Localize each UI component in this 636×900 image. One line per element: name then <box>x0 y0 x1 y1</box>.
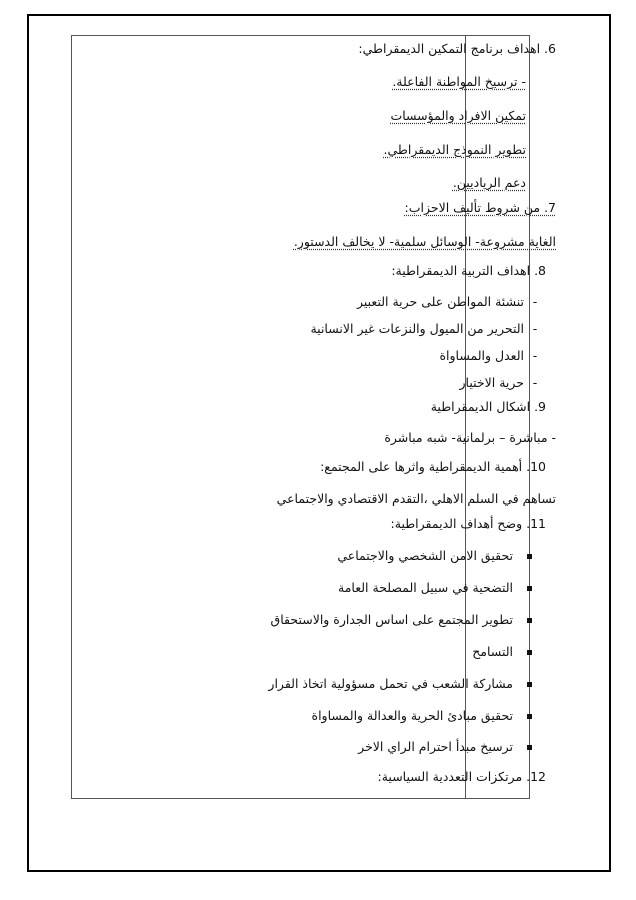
heading-7: 7. من شروط تأليف الاحزاب: <box>404 200 556 215</box>
h6-line-4: دعم الرياديين. <box>452 175 526 190</box>
heading-10: 10. أهمية الديمقراطية واثرها على المجتمع: <box>320 459 546 474</box>
h11-bullet-3: تطوير المجتمع على اساس الجدارة والاستحقاق <box>271 612 556 628</box>
h11-bullet-5: مشاركة الشعب في تحمل مسؤولية اتخاذ القرار <box>268 676 556 692</box>
h8-item-3: - العدل والمساواة <box>440 348 547 364</box>
h8-item-1: - تنشئة المواطن على حرية التعبير <box>357 294 546 310</box>
heading-12: 12. مرتكزات التعددية السياسية: <box>377 769 546 784</box>
heading-8: 8. اهداف التربية الديمقراطية: <box>391 263 546 278</box>
heading-9: 9. اشكال الديمقراطية <box>430 399 546 414</box>
h6-line-3: تطوير النموذج الديمقراطي. <box>383 142 526 157</box>
h8-item-4: - حرية الاختيار <box>460 375 547 391</box>
heading-6: 6. اهداف برنامج التمكين الديمقراطي: <box>358 41 556 56</box>
h11-bullet-2: التضحية في سبيل المصلحة العامة <box>338 580 556 596</box>
h11-bullet-7: ترسيخ مبدأ احترام الراي الاخر <box>358 739 556 755</box>
h8-item-2: - التحرير من الميول والنزعات غير الانسانية <box>310 321 546 337</box>
h6-line-1: - ترسيخ المواطنة الفاعلة. <box>392 74 526 89</box>
h11-bullet-4: التسامح <box>472 644 556 660</box>
h6-line-2: تمكين الافراد والمؤسسات <box>390 108 526 123</box>
h9-line: - مباشرة – برلمانية- شبه مباشرة <box>384 430 556 445</box>
h10-line: تساهم في السلم الاهلي ،التقدم الاقتصادي والاجتماعي <box>276 491 556 506</box>
h11-bullet-6: تحقيق مبادئ الحرية والعدالة والمساواة <box>312 708 556 724</box>
h7-line: الغاية مشروعة- الوسائل سلمية- لا يخالف الدستور. <box>293 234 556 249</box>
h11-bullet-1: تحقيق الامن الشخصي والاجتماعي <box>337 548 556 564</box>
heading-11: 11. وضح أهداف الديمقراطية: <box>390 516 546 531</box>
